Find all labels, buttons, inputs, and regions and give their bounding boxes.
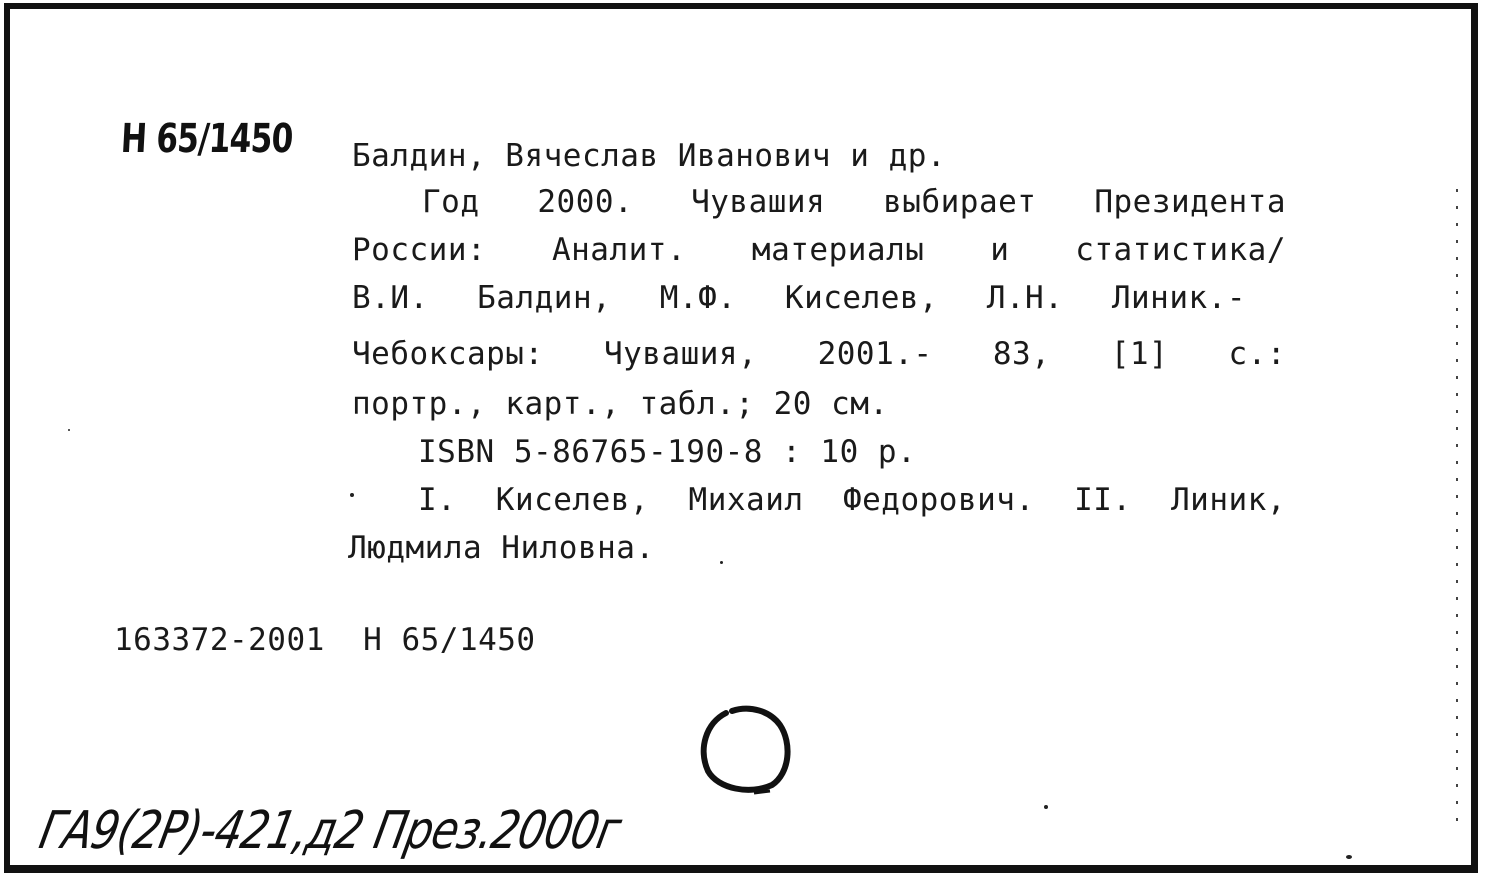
- ink-speck: [68, 429, 70, 431]
- ink-speck: [1044, 805, 1048, 809]
- circle-stamp-icon: [692, 701, 796, 801]
- ink-speck: [720, 561, 723, 564]
- isbn-line: ISBN 5-86765-190-8 : 10 р.: [418, 434, 917, 470]
- title-line-2: России: Аналит. материалы и статистика/: [352, 232, 1286, 268]
- title-line-3: В.И. Балдин, М.Ф. Киселев, Л.Н. Линик.-: [352, 280, 1246, 316]
- title-line-1: Год 2000. Чувашия выбирает Президента: [422, 184, 1286, 220]
- inventory-number-line: 163372-2001 Н 65/1450: [114, 622, 536, 658]
- title-line-5: портр., карт., табл.; 20 см.: [352, 386, 889, 422]
- tracings-line-1: I. Киселев, Михаил Федорович. II. Линик,: [418, 482, 1286, 518]
- catalog-card: [4, 3, 1478, 873]
- ink-dot: [350, 493, 354, 497]
- tracings-line-2: Людмила Ниловна.: [348, 530, 655, 566]
- handwritten-shelf-mark: H 65/1450: [119, 116, 294, 162]
- card-heading: Балдин, Вячеслав Иванович и др.: [352, 138, 947, 174]
- edge-dotted-trace: [1454, 189, 1460, 829]
- ink-speck: [1346, 855, 1352, 859]
- handwritten-classification-note: ГА9(2Р)-421,д2 През.2000г: [34, 801, 626, 861]
- title-line-4: Чебоксары: Чувашия, 2001.- 83, [1] с.:: [352, 336, 1286, 372]
